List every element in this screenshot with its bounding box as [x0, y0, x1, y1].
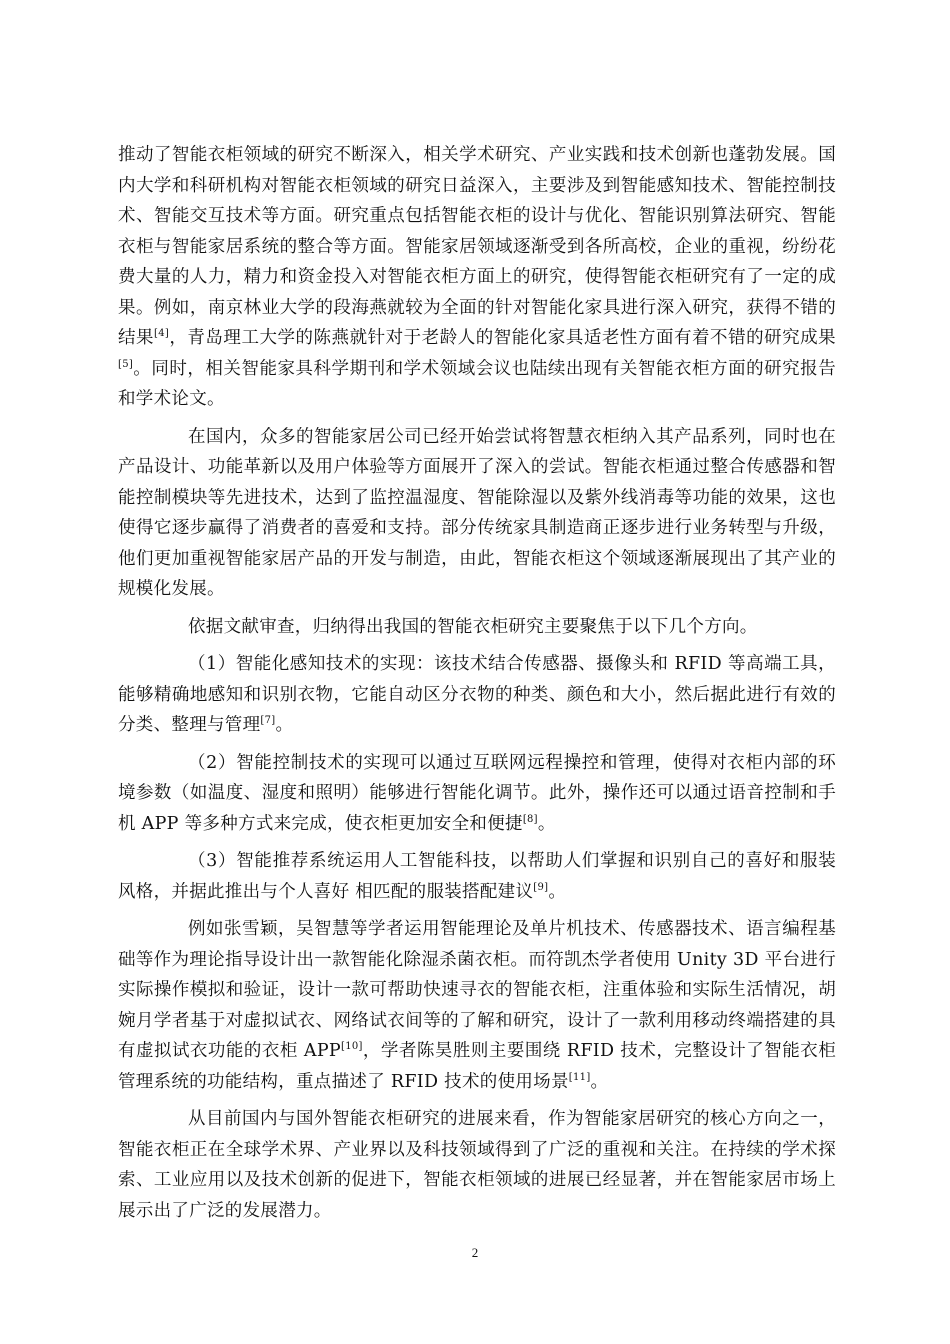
paragraph-text: 推动了智能衣柜领域的研究不断深入，相关学术研究、产业实践和技术创新也蓬勃发展。国内大学和科研机构对智能衣柜领域的研究日益深入，主要涉及到智能感知技术、智能控制技术、智能交互技术等方面。研究重点包括智能衣柜的设计与优化、智能识别算法研究、智能衣柜与智能家居系统的整合等方面。智能家居领域逐渐受到各所高校，企业的重视，纷纷花费大量的人力，精力和资金投入对智能衣柜方面上的研究，使得智能衣柜研究有了一定的成果。例如，南京林业大学的段海燕就较为全面的针对智能化家具进行深入研究，获得不错的结果	[118, 145, 836, 348]
page-number: 2	[471, 1245, 479, 1260]
paragraph-text: ，学者陈昊胜则主要围绕 RFID 技术，完整设计了智能衣柜管理系统的功能结构，重点描述了 RFID 技术的使用场景	[118, 1041, 837, 1092]
body-paragraph	[118, 612, 836, 643]
document-body	[118, 140, 836, 1233]
paragraph-text: （3）智能推荐系统运用人工智能科技，以帮助人们掌握和识别自己的喜好和服装风格，并据此推出与个人喜好 相匹配的服装搭配建议	[118, 851, 836, 902]
paragraph-text: 。	[537, 813, 556, 834]
paragraph-text: 。同时，相关智能家具科学期刊和学术领域会议也陆续出现有关智能衣柜方面的研究报告和学术论文。	[118, 358, 836, 409]
body-paragraph	[118, 846, 836, 907]
paragraph-text: 依据文献审查，归纳得出我国的智能衣柜研究主要聚焦于以下几个方向。	[188, 616, 758, 637]
paragraph-text: （2）智能控制技术的实现可以通过互联网远程操控和管理，使得对衣柜内部的环境参数（如温度、湿度和照明）能够进行智能化调节。此外，操作还可以通过语音控制和手机 APP 等多种方式来完成，使衣柜更加安全和便捷	[118, 752, 836, 834]
citation-reference: [9]	[533, 881, 549, 893]
body-paragraph	[118, 140, 836, 415]
body-paragraph	[118, 649, 836, 741]
citation-reference: [4]	[154, 328, 170, 339]
paragraph-text: （1）智能化感知技术的实现：该技术结合传感器、摄像头和 RFID 等高端工具，能够精确地感知和识别衣物，它能自动区分衣物的种类、颜色和大小，然后据此进行有效的分类、整理与管理	[118, 654, 836, 735]
paragraph-text: 在国内，众多的智能家居公司已经开始尝试将智慧衣柜纳入其产品系列，同时也在产品设计、功能革新以及用户体验等方面展开了深入的尝试。智能衣柜通过整合传感器和智能控制模块等先进技术，达到了监控温湿度、智能除湿以及紫外线消毒等功能的效果，这也使得它逐步赢得了消费者的喜爱和支持。部分传统家具制造商正逐步进行业务转型与升级，他们更加重视智能家居产品的开发与制造，由此，智能衣柜这个领域逐渐展现出了其产业的规模化发展。	[118, 426, 836, 599]
citation-reference: [7]	[260, 715, 276, 726]
citation-reference: [8]	[522, 813, 538, 825]
paragraph-text: 例如张雪颖，吴智慧等学者运用智能理论及单片机技术、传感器技术、语言编程基础等作为理论指导设计出一款智能化除湿杀菌衣柜。而符凯杰学者使用 Unity 3D 平台进行实际操作模拟和验证，设计一款可帮助快速寻衣的智能衣柜，注重体验和实际生活情况，胡婉月学者基于对虚拟试衣、网络试衣间等的了解和研究，设计了一款利用移动终端搭建的具有虚拟试衣功能的衣柜 APP	[118, 919, 836, 1061]
body-paragraph	[118, 748, 836, 840]
citation-reference: [11]	[568, 1071, 591, 1083]
citation-reference: [10]	[341, 1041, 363, 1052]
paragraph-text: 。	[275, 715, 294, 735]
body-paragraph	[118, 914, 836, 1097]
paragraph-text: 。	[548, 881, 567, 902]
body-paragraph	[118, 1104, 836, 1226]
paragraph-text: ，青岛理工大学的陈燕就针对于老龄人的智能化家具适老性方面有着不错的研究成果	[169, 328, 836, 348]
body-paragraph	[118, 422, 836, 605]
paragraph-text: 从目前国内与国外智能衣柜研究的进展来看，作为智能家居研究的核心方向之一，智能衣柜正在全球学术界、产业界以及科技领域得到了广泛的重视和关注。在持续的学术探索、工业应用以及技术创新的促进下，智能衣柜领域的进展已经显著，并在智能家居市场上展示出了广泛的发展潜力。	[118, 1109, 836, 1221]
paragraph-text: 。	[590, 1071, 609, 1092]
citation-reference: [5]	[118, 358, 134, 370]
